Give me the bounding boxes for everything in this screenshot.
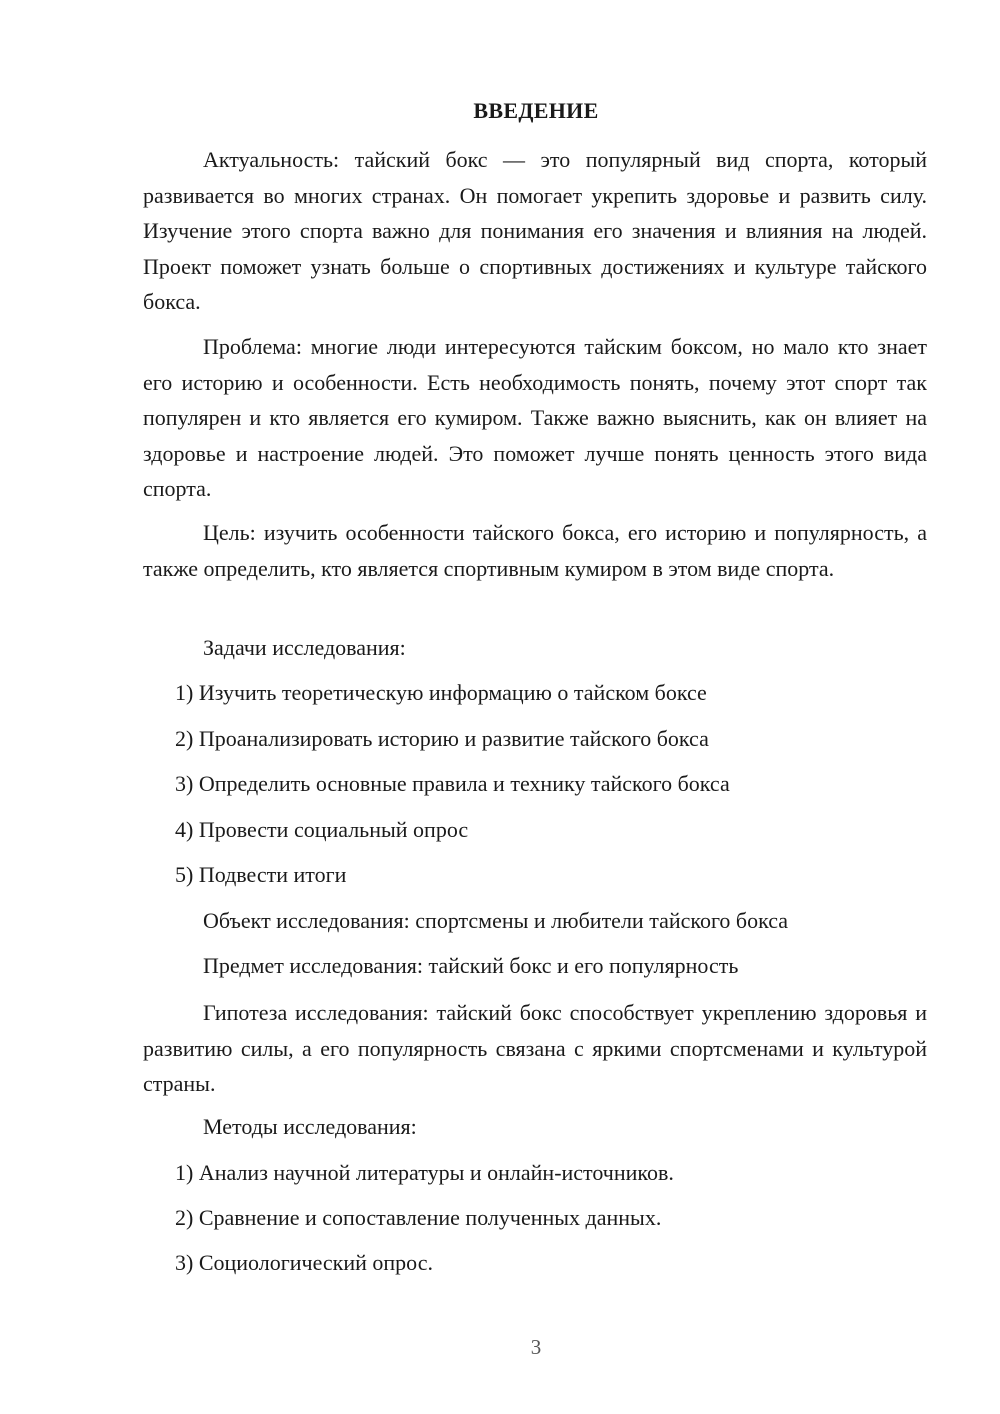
task-item: 2) Проанализировать историю и развитие тайского бокса [175,726,709,751]
method-item: 1) Анализ научной литературы и онлайн-источников. [175,1160,674,1185]
goal-paragraph: Цель: изучить особенности тайского бокса, его историю и популярность, а также определить, кто является спортивным кумиром в этом виде спорта. [143,520,927,581]
page-number: 3 [530,1335,542,1359]
problem-paragraph: Проблема: многие люди интересуются тайским боксом, но мало кто знает его историю и особенности. Есть необходимость понять, почему этот спорт так популярен и кто является его кумиром. Также важно выяснить, как он влияет на здоровье и настроение людей. Это поможет лучше понять ценность этого вида спорта. [143,334,927,501]
task-item: 4) Провести социальный опрос [175,817,469,842]
methods-heading: Методы исследования: [203,1114,417,1139]
method-item: 2) Сравнение и сопоставление полученных данных. [175,1205,662,1230]
research-object: Объект исследования: спортсмены и любители тайского бокса [203,908,789,933]
task-item: 5) Подвести итоги [175,862,347,887]
task-item: 3) Определить основные правила и технику тайского бокса [175,771,730,796]
task-item: 1) Изучить теоретическую информацию о тайском боксе [175,680,707,705]
method-item: 3) Социологический опрос. [175,1250,433,1275]
research-subject: Предмет исследования: тайский бокс и его популярность [203,953,739,978]
relevance-paragraph: Актуальность: тайский бокс — это популярный вид спорта, который развивается во многих странах. Он помогает укрепить здоровье и развить силу. Изучение этого спорта важно для понимания его значения и влияния на людей. Проект поможет узнать больше о спортивных достижениях и культуре тайского бокса. [143,147,927,314]
page-title: ВВЕДЕНИЕ [473,98,599,123]
tasks-heading: Задачи исследования: [203,635,406,660]
hypothesis-paragraph: Гипотеза исследования: тайский бокс способствует укреплению здоровья и развитию силы, а его популярность связана с яркими спортсменами и культурой страны. [143,1000,927,1096]
